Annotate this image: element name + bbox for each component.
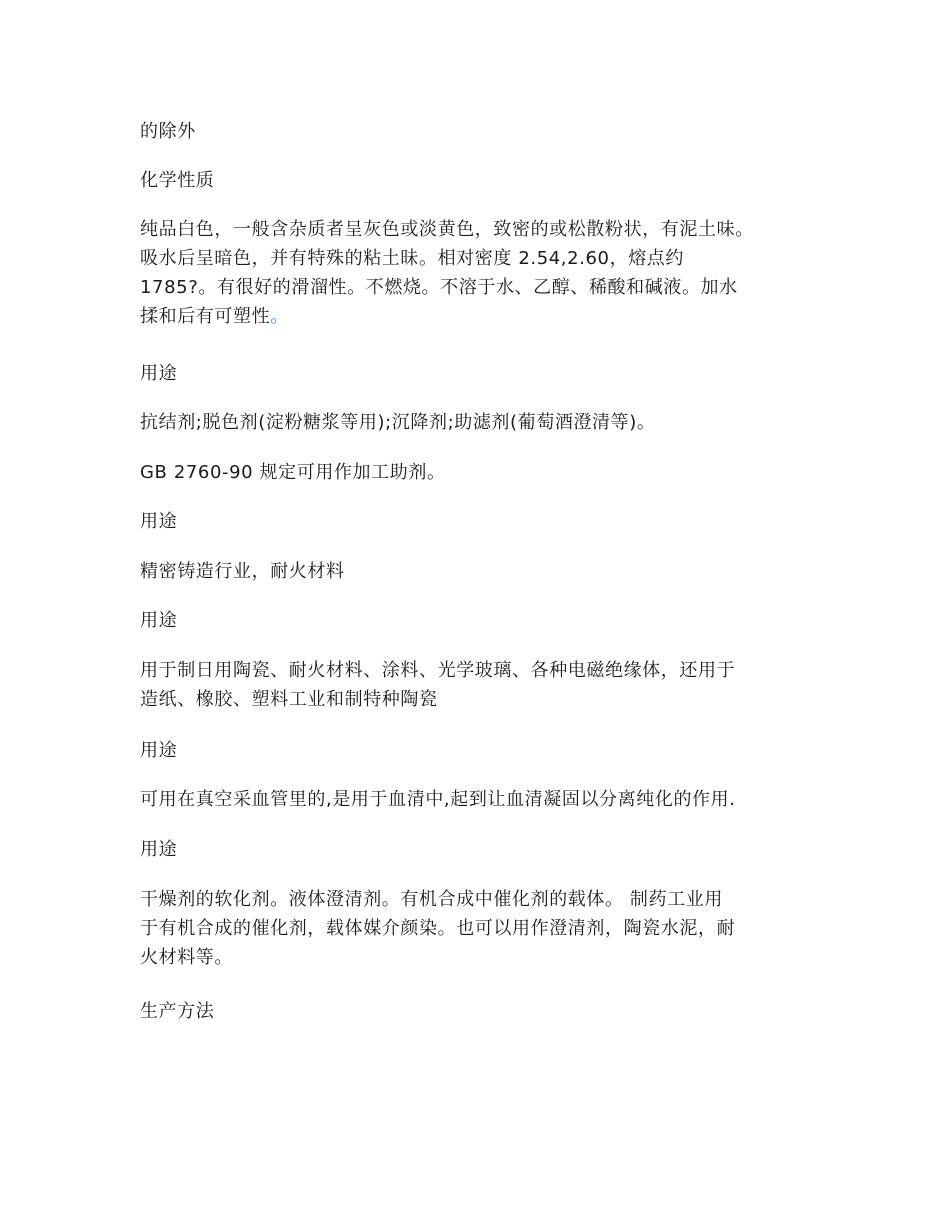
chemical-properties-paragraph — [140, 215, 830, 331]
chemical-properties-text: 纯品白色，一般含杂质者呈灰色或淡黄色，致密的或松散粉状，有泥土味。 吸水后呈暗色，并有特殊的粘土昧。相对密度 2.54,2.60，熔点约 1785?。有很好的滑溜性。不燃烧。不溶于水、乙醇、稀酸和碱液。加水 揉和后有可塑性 — [140, 219, 754, 327]
uses-paragraph: 用于制日用陶瓷、耐火材料、涂料、光学玻璃、各种电磁绝缘体，还用于 造纸、橡胶、塑料工业和制特种陶瓷 — [140, 660, 736, 710]
section-heading-uses: 用途 — [140, 511, 178, 532]
section-heading-uses: 用途 — [140, 740, 178, 761]
standard-paragraph: GB 2760-90 规定可用作加工助剂。 — [140, 462, 446, 483]
section-heading-chemical-properties: 化学性质 — [140, 170, 215, 191]
uses-paragraph: 精密铸造行业，耐火材料 — [140, 561, 345, 582]
uses-paragraph: 干燥剂的软化剂。液体澄清剂。有机合成中催化剂的载体。 制药工业用 于有机合成的催化剂，载体媒介颜染。也可以用作澄清剂，陶瓷水泥，耐 火材料等。 — [140, 889, 736, 968]
section-heading-uses: 用途 — [140, 363, 178, 384]
section-heading-production-method: 生产方法 — [140, 1001, 215, 1022]
trailing-punctuation: 。 — [270, 306, 289, 327]
uses-paragraph: 可用在真空采血管里的,是用于血清中,起到让血清凝固以分离纯化的作用. — [140, 789, 736, 810]
text-fragment: 的除外 — [140, 121, 196, 142]
uses-paragraph: 抗结剂;脱色剂(淀粉糖浆等用);沉降剂;助滤剂(葡萄酒澄清等)。 — [140, 412, 656, 433]
section-heading-uses: 用途 — [140, 610, 178, 631]
section-heading-uses: 用途 — [140, 839, 178, 860]
